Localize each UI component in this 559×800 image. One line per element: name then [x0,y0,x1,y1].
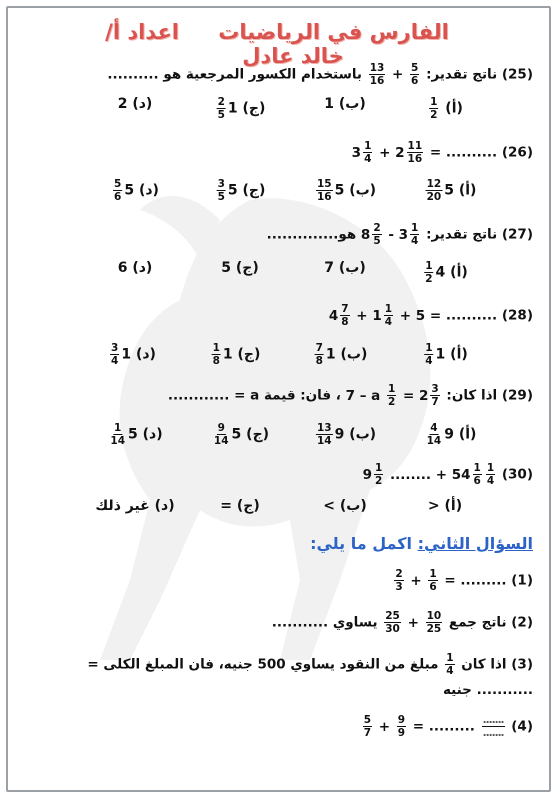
expression: 4 $\frac{7}{8}$ + 1 $\frac{1}{4}$ + 5 = [328,303,442,328]
question-27 [20,222,533,247]
blank-fraction[interactable]: $\frac{.......}{.......}$ [482,714,504,739]
expression: 3 $\frac{1}{4}$ + 2 $\frac{11}{16}$ [351,140,423,165]
header-author: اعداد أ/ خالد عادل [105,20,344,68]
options-29 [20,422,539,458]
question-s3 [20,652,533,677]
option-b[interactable]: (ب) 7 [324,260,366,276]
expression: 9 $\frac{1}{2}$ ........ + 54 $\frac{1}{6}$ $\frac{1}{4}$ [362,462,495,487]
option-c[interactable]: (ج) 5 $\frac{3}{5}$ [217,178,266,203]
section-label: السؤال الثاني: [417,534,533,553]
question-number: (26) [501,144,533,161]
section-instruction: اكمل ما يلي: [310,534,413,553]
option-a[interactable]: (أ) 9 $\frac{4}{14}$ [426,422,477,447]
expression: $\frac{5}{7}$ + $\frac{9}{9}$ [363,714,406,739]
options-25 [20,96,539,132]
option-c[interactable]: (ج) = [220,498,260,514]
question-text: هو.............. [266,226,357,243]
header-title: الفارس في الرياضيات [218,20,449,44]
blank: ......... [460,572,507,589]
question-number: (25) [501,66,533,83]
option-d[interactable]: (د) 5 $\frac{1}{14}$ [110,422,163,447]
option-a[interactable]: (أ) < [427,498,463,514]
question-29 [20,383,533,408]
option-b[interactable]: (ب) 9 $\frac{13}{14}$ [316,422,377,447]
question-s3-line2 [20,682,533,698]
section-2-heading [310,534,533,553]
options-27 [20,260,539,296]
question-number: (4) [511,718,533,735]
option-d[interactable]: (د) غير ذلك [95,498,175,514]
blank: .......... [445,144,498,161]
question-text: ناتج تقدير: [426,66,498,83]
question-28 [20,303,533,328]
options-30 [20,498,539,534]
option-c[interactable]: (ج) 1 $\frac{2}{5}$ [217,96,266,121]
expression: $\frac{2}{3}$ + $\frac{1}{6}$ [395,568,437,593]
option-c[interactable]: (ج) 5 $\frac{9}{14}$ [213,422,270,447]
question-s1 [20,568,533,593]
fraction: $\frac{5}{6}$ [411,62,419,87]
question-number: (29) [501,387,533,404]
question-26 [20,140,533,165]
question-number: (27) [501,226,533,243]
question-s4 [20,714,533,739]
options-28 [20,342,539,378]
fraction: $\frac{1}{4}$ [446,652,454,677]
option-a[interactable]: (أ) 1 $\frac{1}{4}$ [425,342,468,367]
option-c[interactable]: (ج) 5 [221,260,259,276]
option-b[interactable]: (ب) > [323,498,367,514]
operator: = [429,144,442,161]
question-number: (1) [511,572,533,589]
question-text: اذا كان: [446,387,498,404]
question-30 [20,462,533,487]
option-d[interactable]: (د) 5 $\frac{5}{6}$ [114,178,159,203]
question-number: (28) [501,307,533,324]
blank: ......... [428,718,475,735]
option-d[interactable]: (د) 1 $\frac{3}{4}$ [111,342,156,367]
question-text: ناتج جمع [448,614,507,631]
option-d[interactable]: (د) 6 [117,260,153,276]
expression: 7 – a $\frac{1}{2}$ = 2 $\frac{3}{7}$ [345,383,439,408]
question-text: ، فان: قيمة a = ............ [167,387,341,404]
question-25 [20,62,533,87]
option-b[interactable]: (ب) 5 $\frac{15}{16}$ [316,178,377,203]
question-number: (30) [501,466,533,483]
question-text: ........... جنيه [442,682,533,698]
page-header [80,20,490,68]
option-d[interactable]: (د) 2 [117,96,153,112]
option-c[interactable]: (ج) 1 $\frac{1}{8}$ [212,342,261,367]
option-a[interactable]: (أ) 5 $\frac{12}{20}$ [426,178,477,203]
expression: $\frac{25}{30}$ + $\frac{10}{25}$ [385,610,442,635]
fraction: $\frac{13}{16}$ [369,62,385,87]
options-26 [20,178,539,214]
question-text: باستخدام الكسور المرجعية هو .......... [107,66,362,83]
question-number: (2) [511,614,533,631]
question-number: (3) [511,656,533,673]
option-b[interactable]: (ب) 1 [324,96,366,112]
question-text: يساوي ........... [271,614,378,631]
operator: = [412,718,425,735]
expression: 8 $\frac{2}{5}$ - 3 $\frac{1}{4}$ [360,222,419,247]
option-a[interactable]: (أ) $\frac{1}{2}$ [430,96,463,121]
question-text: اذا كان [461,656,507,673]
operator: = [444,572,456,589]
question-text: ناتج تقدير: [426,226,498,243]
operator: + [392,66,404,83]
option-b[interactable]: (ب) 1 $\frac{7}{8}$ [315,342,368,367]
blank: .......... [445,307,498,324]
question-s2 [20,610,533,635]
option-a[interactable]: (أ) 4 $\frac{1}{2}$ [425,260,468,285]
question-text: مبلغ من النقود يساوي 500 جنيه، فان المبلغ الكلى = [87,656,439,673]
